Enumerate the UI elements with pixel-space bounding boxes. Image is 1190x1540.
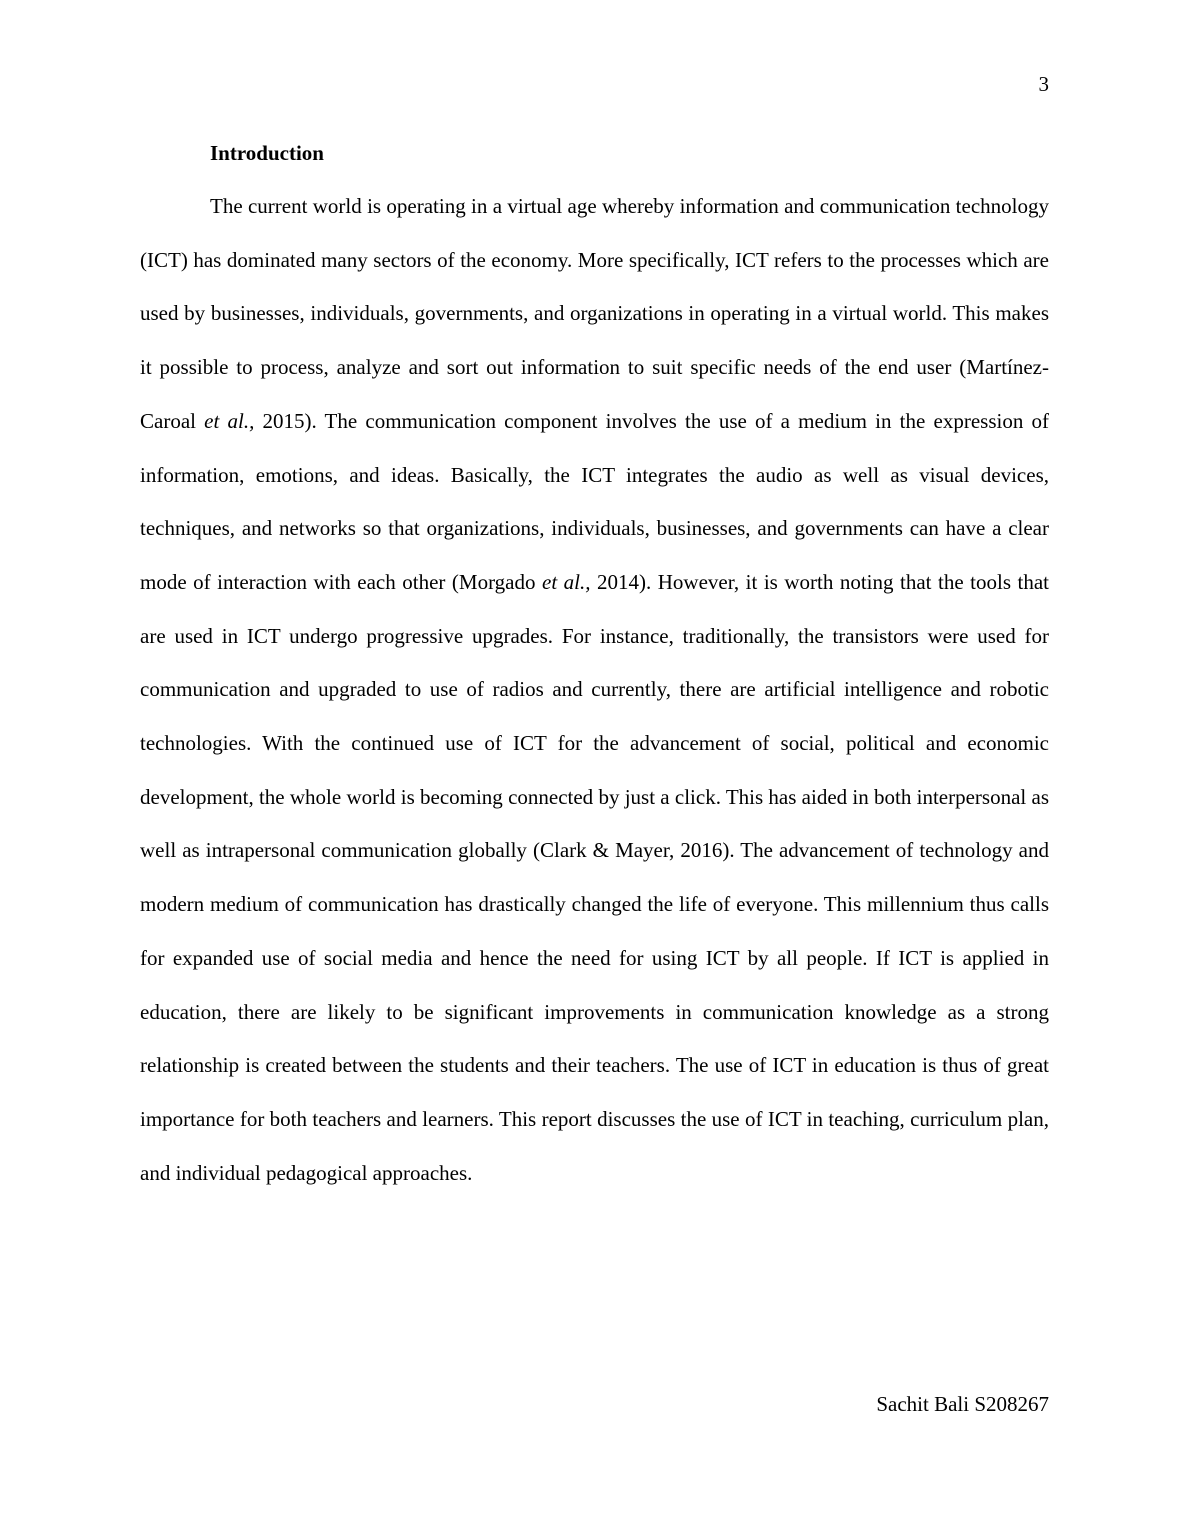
citation-et-al-2: et al.,: [542, 569, 591, 594]
paragraph-text-part-3: 2014). However, it is worth noting that the tools that are used in ICT undergo progressive upgrades. For instance, traditionally, the transistors were used for communication and upgraded to use of radios and currently, there are artificial intelligence and robotic technologies. With the continued use of ICT for the advancement of social, political and economic development, the whole world is becoming connected by just a click. This has aided in both interpersonal as well as intrapersonal communication globally (Clark & Mayer, 2016). The advancement of technology and modern medium of communication has drastically changed the life of everyone. This millennium thus calls for expanded use of social media and hence the need for using ICT by all people. If ICT is applied in education, there are likely to be significant improvements in communication knowledge as a strong relationship is created between the students and their teachers. The use of ICT in education is thus of great importance for both teachers and learners. This report discusses the use of ICT in teaching, curriculum plan, and individual pedagogical approaches.: [140, 569, 1049, 1185]
citation-et-al-1: et al.,: [204, 408, 255, 433]
section-heading: Introduction: [210, 141, 324, 165]
page-number: 3: [1038, 72, 1049, 96]
author-footer: Sachit Bali S208267: [876, 1392, 1049, 1416]
paragraph-text-part-1: The current world is operating in a virtual age whereby information and communication technology (ICT) has dominated many sectors of the economy. More specifically, ICT refers to the processes which are used by businesses, individuals, governments, and organizations in operating in a virtual world. This makes it possible to process, analyze and sort out information to suit specific needs of the end user (Martínez-Caroal: [140, 194, 1049, 433]
introduction-paragraph: [140, 180, 1049, 1200]
paragraph-text-part-2: 2015). The communication component involves the use of a medium in the expression of information, emotions, and ideas. Basically, the ICT integrates the audio as well as visual devices, techniques, and networks so that organizations, individuals, businesses, and governments can have a clear mode of interaction with each other (Morgado: [140, 408, 1049, 594]
